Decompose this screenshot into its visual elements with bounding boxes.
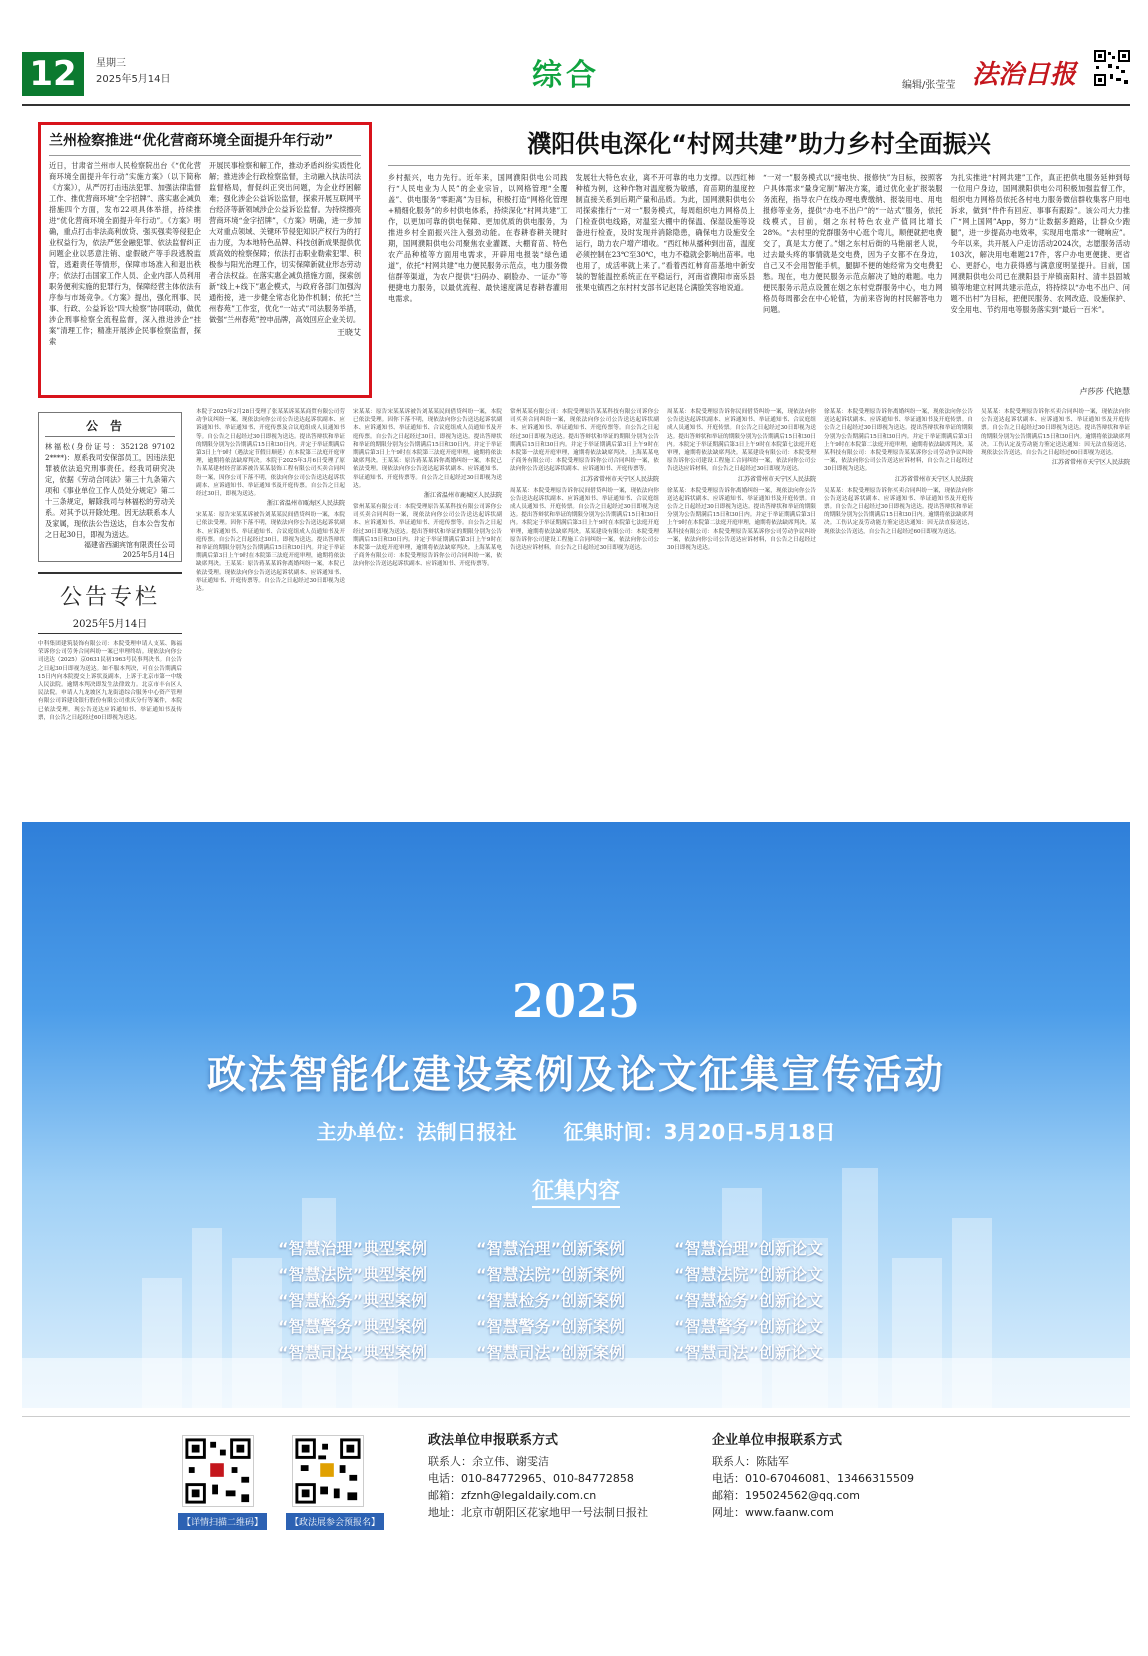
biz-contact-phone[interactable]: 电话：010-67046081、13466315509 xyxy=(712,1472,914,1485)
biz-contact-person: 联系人：陈陆军 xyxy=(712,1455,789,1468)
announcement-body: 宋某某：原告宋某某诉被告刘某某民间借贷纠纷一案，本院已依法受理。因你下落不明，现依法向你公告送达起诉状副本、应诉通知书、举证通知书、合议庭组成人员通知书及开庭传票。自公告之日起经过30日，即视为送达。提出答辩状和举证的期限分别为公告期满后15日和30日内。并定于举证期满后第3日上午9时在本院第三法庭开庭审理，逾期将依法缺席判决。王某某：原告蒋某某诉你离婚纠纷一案，本院已依法受理。现依法向你公告送达起诉状副本、应诉通知书、举证通知书、开庭传票等。自公告之日起经过30日即视为送达。 xyxy=(353,409,502,489)
poster-period: 征集时间：3月20日-5月18日 xyxy=(563,1120,836,1144)
gov-contact xyxy=(428,1431,648,1521)
announcement-org: 浙江省温州市鹿城区人民法院 xyxy=(423,492,502,500)
gov-contact-email[interactable]: 邮箱：zfznh@legaldaily.com.cn xyxy=(428,1489,597,1502)
announcement-org: 江苏省常州市天宁区人民法院 xyxy=(580,475,659,483)
announcement-body: 常州某某有限公司：本院受理原告某某科技有限公司诉你公司买卖合同纠纷一案，现依法向你公司公告送达起诉状副本、应诉通知书、举证通知书、开庭传票等。自公告之日起经过30日即视为送达。提出答辩状和举证的期限分别为公告期满后15日和30日内。并定于举证期满后第3日上午9时在本院第一法庭开庭审理，逾期将依法缺席判决。上海某某电子商务有限公司：本院受理原告诉你公司合同纠纷一案，依法向你公告送达起诉状副本、应诉通知书、开庭传票等。 xyxy=(510,409,659,473)
main-col-3: “一对一”服务模式以“接电快、报修快”为目标，按照客户具体需求“量身定制”解决方案，通过优化业扩报装服务流程，指导农户在线办理电费缴纳、报装用电、用电报修等业务，提供“办电不出户”的“一站式”服务，依托线模式，目前，烟之东村特色农业产值同比增长28%。“去村里的党群服务中心逛个弯儿，顺便就把电费交了，真是太方便了。”烟之东村后街的马艳丽老人说，过去最头疼的事情就是交电费，因为子女都不在身边，自己又不会用智能手机，腿脚不便的她经常为交电费犯愁。现在，电力便民服务示范点解决了她的难题。电力便民服务示范点设置在烟之东村党群服务中心，电力网格员每周都会在中心轮值，为前来咨询的村民解答电力问题。 xyxy=(763,173,943,314)
gov-contact-address: 地址：北京市朝阳区花家地甲一号法制日报社 xyxy=(428,1506,648,1519)
notice-title: 公告 xyxy=(45,417,175,437)
announcement-column xyxy=(981,408,1130,814)
notice-body: 林福松(身份证号：352128 97102 2****)：原系我司安保部员工，因违法犯罪被依法追究刑事责任。经我司研究决定，依据《劳动合同法》第三十九条第六项和《事业单位工作人员处分规定》第二十三条规定，解除我司与林福松的劳动关系。对其予以开除处理。因无法联系本人及家属，现依法公告送达，自本公告发布之日起30日，即视为送达。 xyxy=(45,442,175,539)
announcement-body: 吴某某：本院受理原告诉你买卖合同纠纷一案，现依法向你公告送达起诉状副本、应诉通知书、举证通知书及开庭传票。自公告之日起经过30日即视为送达。提出答辩状和举证的期限分别为公告期满后15日和30日内。逾期将依法缺席判决。工伤认定及劳动能力鉴定送达通知：因无法直接送达，现依法公告送达，自公告之日起经过60日即视为送达。 xyxy=(981,409,1130,457)
biz-contact-title: 企业单位申报联系方式 xyxy=(712,1433,843,1448)
biz-contact-website[interactable]: 网址：www.faanw.com xyxy=(712,1506,834,1519)
page-meta xyxy=(96,56,171,88)
poster-category: “智慧警务”创新案例 xyxy=(476,1317,626,1336)
main-col-2: 发展壮大特色农业，离不开可靠的电力支撑。以西红柿种植为例，这种作物对温度极为敏感，育苗期的温度控制直接关系到后期产量和品质。为此，国网濮阳供电公司探索推行“一对一”服务模式，每周组织电力网格员上门检查供电线路，对温室大棚中的保温、保湿设施等设备进行检查，及时发现并消除隐患，确保电力设施安全运行，助力农户增产增收。“西红柿从播种到出苗，温度必须控制在23℃至30℃，电力不稳就会影响出苗率。电也用了，成活率就上来了。”看着西红柿育苗基地中新安装的智能温控系统正在平稳运行，河南省濮阳市南乐县张果屯镇西之东村村支部书记赵昆仑满脸笑容地说道。 xyxy=(575,173,755,292)
poster-category: “智慧治理”典型案例 xyxy=(278,1239,428,1258)
announcement-body: 周某某：本院受理原告诉你民间借贷纠纷一案，现依法向你公告送达起诉状副本、应诉通知书、举证通知书、合议庭组成人员通知书、开庭传票。自公告之日起经过30日即视为送达。提出答辩状和举证的期限分别为公告期满后15日和30日内。本院定于举证期满后第3日上午9时在本院第七法庭开庭审理，逾期将依法缺席判决。某某建设有限公司：本院受理原告诉你公司建设工程施工合同纠纷一案，依法向你公司公告送达应诉材料，自公告之日起经过30日即视为送达。 xyxy=(667,409,816,473)
main-headline: 濮阳供电深化“村网共建”助力乡村全面振兴 xyxy=(388,122,1130,166)
gov-contact-phone[interactable]: 电话：010-84772965、010-84772858 xyxy=(428,1472,634,1485)
main-byline: 卢莎莎 代艳慧 xyxy=(1079,387,1130,396)
poster-category: “智慧检务”典型案例 xyxy=(278,1291,428,1310)
announcement-column xyxy=(667,408,816,814)
issue-date: 2025年5月14日 xyxy=(96,74,171,85)
featured-title: 兰州检察推进“优化营商环境全面提升年行动” xyxy=(49,131,361,156)
poster-category: “智慧治理”创新案例 xyxy=(476,1239,626,1258)
announcement-body: 宋某某：原告宋某某诉被告刘某某民间借贷纠纷一案，本院已依法受理。因你下落不明，现依法向你公告送达起诉状副本、应诉通知书、举证通知书、合议庭组成人员通知书及开庭传票。自公告之日起经过30日，即视为送达。提出答辩状和举证的期限分别为公告期满后15日和30日内。并定于举证期满后第3日上午9时在本院第三法庭开庭审理，逾期将依法缺席判决。王某某：原告蒋某某诉你离婚纠纷一案，本院已依法受理。现依法向你公告送达起诉状副本、应诉通知书、举证通知书、开庭传票等。自公告之日起经过30日即视为送达。 xyxy=(196,512,345,593)
notice-box xyxy=(38,412,182,562)
section-title: 综合 xyxy=(532,58,600,93)
main-article xyxy=(388,172,1130,398)
page-number: 12 xyxy=(22,52,84,96)
announcement-grid xyxy=(196,408,1130,814)
announcement-column xyxy=(824,408,973,814)
poster-host-line xyxy=(22,1116,1130,1145)
poster-category: “智慧检务”创新案例 xyxy=(476,1291,626,1310)
announcement-body: 本院于2025年2月28日受理了张某某诉某某商贸有限公司劳动争议纠纷一案，现依法向你公司公告送达起诉状副本、应诉通知书、举证通知书、开庭传票及合议庭组成人员通知书等。自公告之日起经过30日即视为送达。提出答辩状和举证的期限分别为公告期满后15日和30日内。并定于举证期满后第3日上午9时（遇法定节假日顺延）在本院第三法庭开庭审理，逾期将依法缺席判决。本院于2025年3月6日受理了原告某某建材经营部诉被告某某装饰工程有限公司买卖合同纠纷一案，因你公司下落不明，依法向你公司公告送达起诉状副本、应诉通知书、举证通知书及开庭传票。自公告之日起经过30日，即视为送达。 xyxy=(196,409,345,498)
poster-subtitle: 征集内容 xyxy=(531,1179,620,1204)
announcement-org: 江苏省常州市天宁区人民法院 xyxy=(894,475,973,483)
column-banner-date: 2025年5月14日 xyxy=(72,619,148,630)
qr-code-icon[interactable] xyxy=(292,1435,364,1507)
announcement-body: 徐某某：本院受理原告诉你离婚纠纷一案，现依法向你公告送达起诉状副本、应诉通知书、举证通知书及开庭传票。自公告之日起经过30日即视为送达。提出答辩状和举证的期限分别为公告期满后15日和30日内。并定于举证期满后第3日上午9时在本院第二法庭开庭审理，逾期将依法缺席判决。某某科技有限公司：本院受理原告某某诉你公司劳动争议纠纷一案，依法向你公司公告送达应诉材料，自公告之日起经过30日即视为送达。 xyxy=(824,409,973,473)
notice-signature: 福建省西湖宾馆有限责任公司 xyxy=(84,541,175,549)
poster-title: 政法智能化建设案例及论文征集宣传活动 xyxy=(206,1052,945,1098)
poster-category: “智慧司法”典型案例 xyxy=(278,1343,428,1362)
gov-contact-person: 联系人：余立伟、谢雯洁 xyxy=(428,1455,549,1468)
poster-category: “智慧治理”创新论文 xyxy=(674,1239,824,1258)
poster-host: 主办单位：法制日报社 xyxy=(316,1120,517,1144)
poster-category-grid xyxy=(278,1240,878,1362)
announcement-body: 常州某某有限公司：本院受理原告某某科技有限公司诉你公司买卖合同纠纷一案，现依法向你公司公告送达起诉状副本、应诉通知书、举证通知书、开庭传票等。自公告之日起经过30日即视为送达。提出答辩状和举证的期限分别为公告期满后15日和30日内。并定于举证期满后第3日上午9时在本院第一法庭开庭审理，逾期将依法缺席判决。上海某某电子商务有限公司：本院受理原告诉你公司合同纠纷一案，依法向你公告送达起诉状副本、应诉通知书、开庭传票等。 xyxy=(353,504,502,568)
announcement-body: 吴某某：本院受理原告诉你买卖合同纠纷一案，现依法向你公告送达起诉状副本、应诉通知书、举证通知书及开庭传票。自公告之日起经过30日即视为送达。提出答辩状和举证的期限分别为公告期满后15日和30日内。逾期将依法缺席判决。工伤认定及劳动能力鉴定送达通知：因无法直接送达，现依法公告送达，自公告之日起经过60日即视为送达。 xyxy=(824,487,973,535)
editor-credit: 编辑/张莹莹 xyxy=(902,80,956,91)
announcement-column xyxy=(196,408,345,814)
masthead xyxy=(22,46,1130,106)
featured-byline: 王晓艾 xyxy=(337,328,361,337)
main-col-1: 乡村振兴，电力先行。近年来，国网濮阳供电公司践行“人民电业为人民”的企业宗旨，以网格管理“全覆盖”、供电服务“零距离”为目标，积极打造“网格化管理+精细化服务”的乡村供电体系，持续深化“村网共建”工作，以更加可靠的供电保障、更加优质的供电服务，为推进乡村全面振兴注入强劲动能。在春耕春耕关键时期，国网濮阳供电公司聚焦农业灌溉、大棚育苗、特色农产品种植等方面用电需求，开辟用电报装“绿色通道”，依托“村网共建”电力便民服务示范点，电力服务微信群等渠道，为农户提供“扫码办、刷脸办、一证办”等便捷电力服务，以最优流程、最快速度满足春耕春灌用电需求。 xyxy=(388,173,568,303)
poster-category: “智慧法院”创新案例 xyxy=(476,1265,626,1284)
poster-category: “智慧司法”创新论文 xyxy=(674,1343,824,1362)
promo-poster xyxy=(22,822,1130,1408)
qr-caption-2: 【政法展参会预报名】 xyxy=(286,1513,384,1530)
biz-contact-email[interactable]: 邮箱：195024562@qq.com xyxy=(712,1489,860,1502)
poster-divider xyxy=(532,1206,620,1208)
announcement-body: 徐某某：本院受理原告诉你离婚纠纷一案，现依法向你公告送达起诉状副本、应诉通知书、举证通知书及开庭传票。自公告之日起经过30日即视为送达。提出答辩状和举证的期限分别为公告期满后15日和30日内。并定于举证期满后第3日上午9时在本院第二法庭开庭审理，逾期将依法缺席判决。某某科技有限公司：本院受理原告某某诉你公司劳动争议纠纷一案，依法向你公司公告送达应诉材料，自公告之日起经过30日即视为送达。 xyxy=(667,487,816,552)
announcement-org: 江苏省常州市天宁区人民法院 xyxy=(1051,459,1130,467)
weekday: 星期三 xyxy=(96,58,126,69)
announcement-org: 浙江省温州市瓯海区人民法院 xyxy=(266,500,345,508)
footer xyxy=(22,1416,1130,1622)
announcement-column xyxy=(510,408,659,814)
announcement-org: 江苏省常州市天宁区人民法院 xyxy=(737,475,816,483)
poster-category: “智慧检务”创新论文 xyxy=(674,1291,824,1310)
gov-contact-title: 政法单位申报联系方式 xyxy=(428,1433,559,1448)
featured-article xyxy=(38,122,372,398)
featured-col-1: 近日，甘肃省兰州市人民检察院出台《“优化营商环境全面提升年行动”实施方案》（以下简称《方案》），从严厉打击违法犯罪、加强法律监督工作、推优营商环境”全字招牌”、落实惠企减负措施四个方面，发布22项具体举措，持续推进“优化营商环境全面提升年行动”。《方案》明确，重点打击非法高利放贷、强买强卖等侵犯企业权益行为，依法严惩金融犯罪、依法监督纠正问题企业以恶意注销、虚假破产等手段逃脱监管，逃避责任等情形，保障市场准入和退出秩序；依法打击国家工作人员、企业内部人员利用职务便利实施的犯罪行为，保障经营主体依法有序参与市场竞争。《方案》提出，强化刑事、民事、行政、公益诉讼“四大检察”协同联动，做优涉企刑事检察全流程监督，深入推进涉企“挂案”清理工作；精准开展涉企民事检察监督，探索 xyxy=(49,161,201,346)
left-announcements: 中科集团建筑装饰有限公司：本院受理申请人支某、陈福荣诉你公司劳务合同纠纷一案已审理终结。现依法向你公司送达（2025）京0631民初1963号民事判决书。自公告之日起30日即视为送达。如不服本判决，可在公告期满后15日内向本院提交上诉状及副本，上诉于北京市第一中级人民法院。逾期本判决即发生法律效力。北京市丰台区人民法院。申请人九龙坡区九龙街道综合服务中心资产管理有限公司诉建设银行股份有限公司重庆分行等案件，本院已依法受理，现公告送达应诉通知书、举证通知书及传票，自公告之日起经过60日即视为送达。 xyxy=(38,641,182,721)
biz-contact xyxy=(712,1431,914,1521)
poster-category: “智慧法院”创新论文 xyxy=(674,1265,824,1284)
qr-code-icon[interactable] xyxy=(1094,50,1130,86)
column-banner xyxy=(38,572,182,634)
poster-category: “智慧法院”典型案例 xyxy=(278,1265,428,1284)
poster-year: 2025 xyxy=(511,974,641,1028)
brand-logo: 法治日报 xyxy=(972,60,1077,90)
column-banner-title: 公告专栏 xyxy=(59,585,160,610)
announcement-body: 周某某：本院受理原告诉你民间借贷纠纷一案，现依法向你公告送达起诉状副本、应诉通知书、举证通知书、合议庭组成人员通知书、开庭传票。自公告之日起经过30日即视为送达。提出答辩状和举证的期限分别为公告期满后15日和30日内。本院定于举证期满后第3日上午9时在本院第七法庭开庭审理，逾期将依法缺席判决。某某建设有限公司：本院受理原告诉你公司建设工程施工合同纠纷一案，依法向你公司公告送达应诉材料，自公告之日起经过30日即视为送达。 xyxy=(510,487,659,552)
qr-code-icon[interactable] xyxy=(182,1435,254,1507)
notice-date: 2025年5月14日 xyxy=(122,551,175,559)
poster-category: “智慧警务”创新论文 xyxy=(674,1317,824,1336)
announcement-column xyxy=(353,408,502,814)
poster-category: “智慧警务”典型案例 xyxy=(278,1317,428,1336)
featured-col-2: 开展民事检察和解工作，推动矛盾纠纷实质性化解；推进涉企行政检察监督，主动融入执法司法监督格局，督促纠正突出问题，为企业纾困解难；强化涉企公益诉讼监督，探索开展互联网平台经济等新领域涉企公益诉讼监督。为持续擦亮营商环境“金字招牌”，《方案》明确，进一步加大对重点领域、关键环节侵犯知识产权行为的打击力度，为本地特色品牌、科技创新成果提供优质高效的检察保障；依法打击职业勒索犯罪、积极参与阳光治理工作，切实保障新就业形态劳动者合法权益。在落实惠企减负措施方面，探索创新“线上+线下”惠企模式，与政府各部门加强沟通衔接，进一步健全常态化协作机制；依托“兰州春苑”工作室，优化“一站式”司法服务举措，做强“兰州春苑”控申品牌，高效回应企业关切。 xyxy=(209,161,361,324)
poster-category: “智慧司法”创新案例 xyxy=(476,1343,626,1362)
qr-caption-1: 【详情扫描二维码】 xyxy=(178,1513,267,1530)
main-col-4: 为扎实推进“村网共建”工作，真正把供电服务延伸到每一位用户身边，国网濮阳供电公司积极加强监督工作，组织电力网格员依托各村电力服务微信群收集客户用电诉求，做到“件件有回应、事事有跟踪”。该公司大力推广“网上国网”App，努力“让数据多跑路，让群众少跑腿”，进一步提高办电效率，实现用电需求“一键响应”。今年以来，共开展入户走访活动2024次，志愿服务活动103次，解决用电难题217件，客户办电更便捷、更省心、更舒心，电力获得感与满意度明显提升。目前，国网濮阳供电公司已在濮阳县于岸镇南阳村、清丰县固城镇等地建立村网共建示范点，将持续以“办电不出户、问题不出村”为目标，把便民服务、农网改造、设施保护、安全用电、节约用电等服务落实到“最后一百米”。 xyxy=(950,173,1130,314)
